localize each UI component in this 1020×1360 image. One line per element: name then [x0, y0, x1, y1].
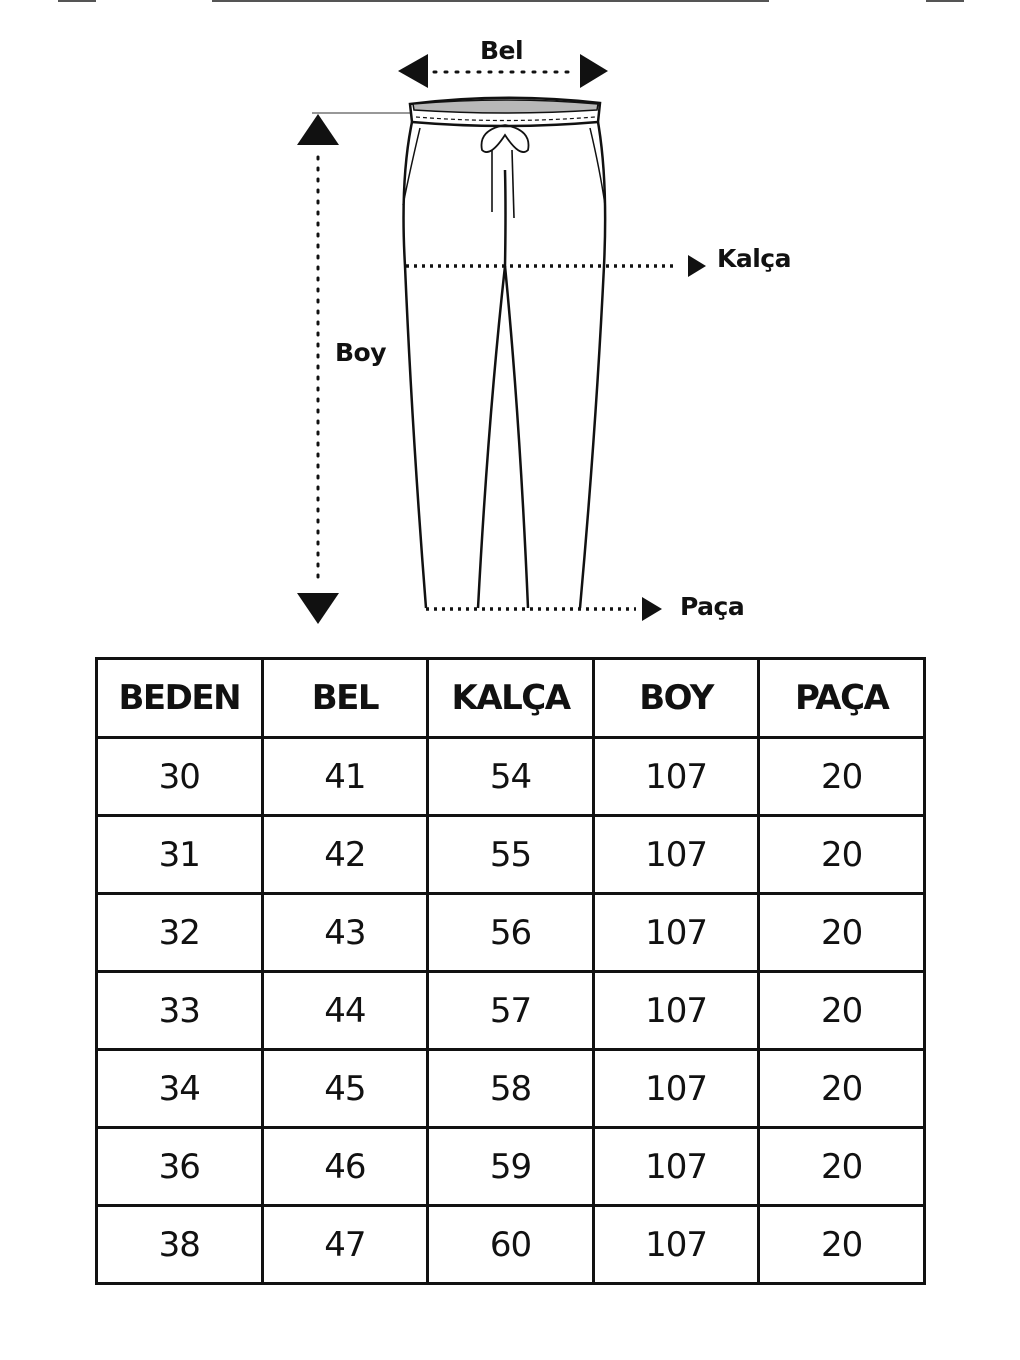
table-row: [97, 1206, 925, 1284]
cell-boy: 107: [593, 1206, 759, 1284]
table-row: [97, 816, 925, 894]
cell-kalca: 56: [428, 894, 594, 972]
cell-boy: 107: [593, 894, 759, 972]
cell-paca: 20: [759, 1050, 925, 1128]
pants-measurement-diagram: [0, 0, 1020, 640]
cell-paca: 20: [759, 738, 925, 816]
cell-beden: 31: [97, 816, 263, 894]
cell-beden: 38: [97, 1206, 263, 1284]
cell-kalca: 58: [428, 1050, 594, 1128]
cell-beden: 34: [97, 1050, 263, 1128]
cell-kalca: 54: [428, 738, 594, 816]
cell-boy: 107: [593, 972, 759, 1050]
cell-boy: 107: [593, 1050, 759, 1128]
cell-paca: 20: [759, 1128, 925, 1206]
cell-beden: 36: [97, 1128, 263, 1206]
hip-label: Kalça: [717, 244, 792, 273]
length-arrow-icon: [297, 113, 410, 624]
cell-bel: 44: [262, 972, 428, 1050]
cell-boy: 107: [593, 816, 759, 894]
header-bel: BEL: [262, 659, 428, 738]
hem-arrow-icon: [426, 597, 662, 621]
header-kalca: KALÇA: [428, 659, 594, 738]
cell-kalca: 55: [428, 816, 594, 894]
table-row: [97, 972, 925, 1050]
cell-bel: 41: [262, 738, 428, 816]
pants-illustration: [0, 0, 1020, 640]
hem-label: Paça: [680, 592, 745, 621]
table-row: [97, 1050, 925, 1128]
cell-beden: 32: [97, 894, 263, 972]
cell-kalca: 59: [428, 1128, 594, 1206]
header-beden: BEDEN: [97, 659, 263, 738]
cell-paca: 20: [759, 1206, 925, 1284]
table-row: [97, 894, 925, 972]
cell-bel: 42: [262, 816, 428, 894]
pants-outline-icon: [403, 98, 605, 608]
cell-paca: 20: [759, 816, 925, 894]
cell-boy: 107: [593, 1128, 759, 1206]
table-row: [97, 738, 925, 816]
cell-bel: 46: [262, 1128, 428, 1206]
cell-kalca: 57: [428, 972, 594, 1050]
cell-paca: 20: [759, 972, 925, 1050]
length-label: Boy: [335, 338, 387, 367]
cell-bel: 45: [262, 1050, 428, 1128]
cell-beden: 30: [97, 738, 263, 816]
size-chart-table: [95, 657, 926, 1285]
cell-paca: 20: [759, 894, 925, 972]
header-paca: PAÇA: [759, 659, 925, 738]
cell-beden: 33: [97, 972, 263, 1050]
waist-label: Bel: [480, 36, 524, 65]
table-header-row: [97, 659, 925, 738]
cell-bel: 43: [262, 894, 428, 972]
hip-arrow-icon: [406, 255, 706, 277]
header-boy: BOY: [593, 659, 759, 738]
cell-kalca: 60: [428, 1206, 594, 1284]
cell-boy: 107: [593, 738, 759, 816]
table-row: [97, 1128, 925, 1206]
cell-bel: 47: [262, 1206, 428, 1284]
